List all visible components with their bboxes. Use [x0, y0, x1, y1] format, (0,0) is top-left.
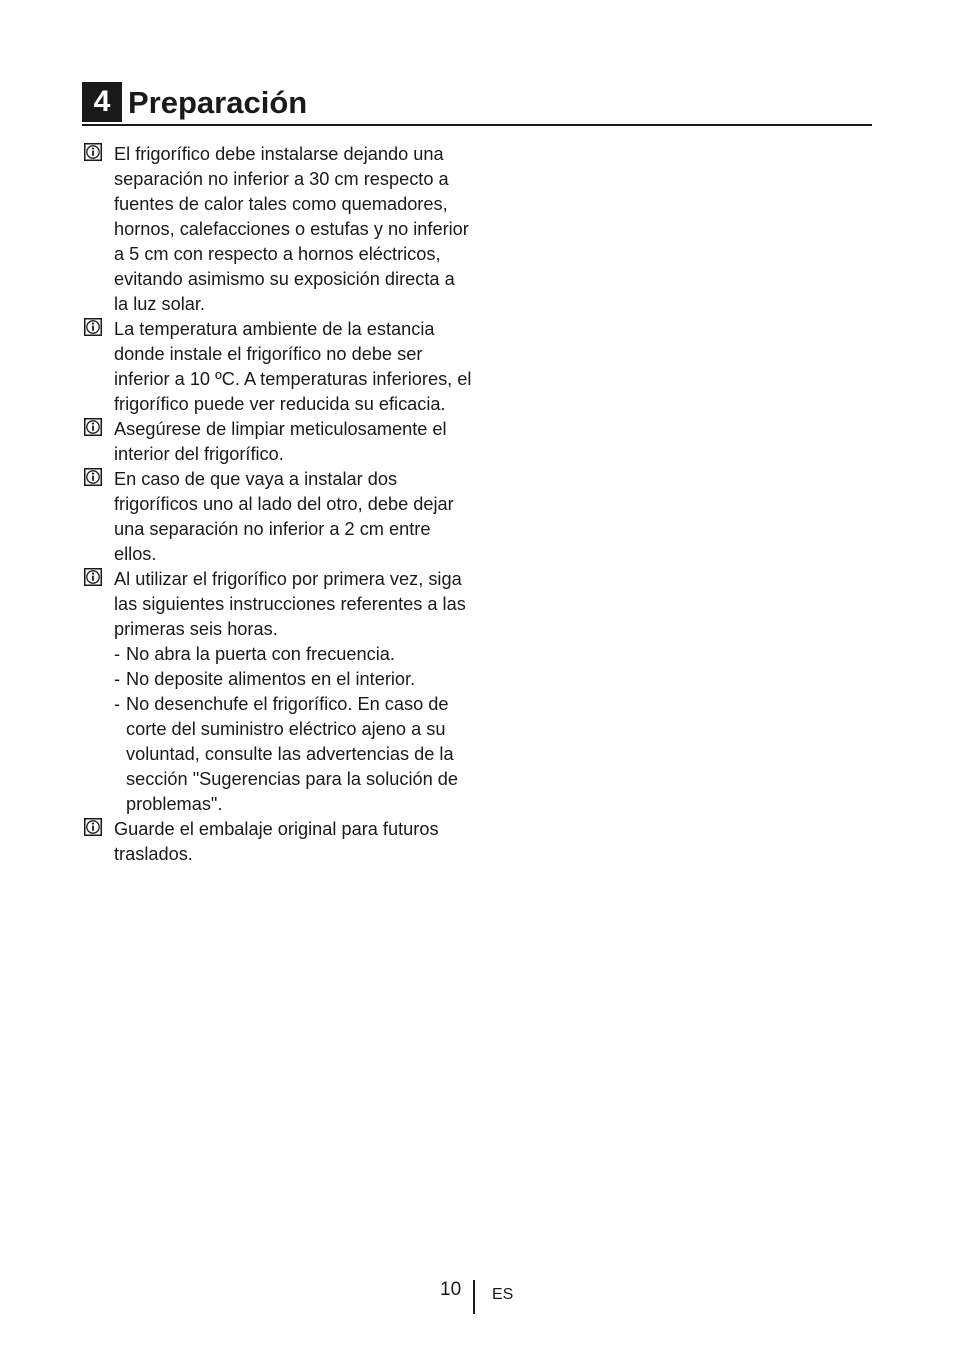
section-header	[82, 82, 872, 126]
sub-list	[114, 642, 472, 817]
page-number: 10	[440, 1279, 462, 1300]
list-item	[82, 417, 472, 467]
sub-list-item-text: No deposite alimentos en el interior.	[126, 669, 416, 689]
info-icon	[84, 818, 102, 836]
info-icon	[84, 418, 102, 436]
list-item	[82, 142, 472, 317]
dash-marker: -	[114, 669, 121, 689]
sub-list-item	[114, 692, 472, 817]
list-item	[82, 567, 472, 817]
dash-marker: -	[114, 694, 121, 714]
language-code: ES	[492, 1286, 514, 1303]
section-title: Preparación	[128, 85, 308, 120]
instructions-list	[82, 142, 472, 867]
list-item-text: La temperatura ambiente de la estancia donde instale el frigorífico no debe ser inferior a 10 ºC. A temperaturas inferiores, el frigorífico puede ver reducida su eficacia.	[114, 319, 472, 414]
section-number: 4	[82, 82, 122, 122]
info-icon	[84, 568, 102, 586]
list-item-text: El frigorífico debe instalarse dejando una separación no inferior a 30 cm respecto a fuentes de calor tales como quemadores, hornos, calefacciones o estufas y no inferior a 5 cm con respecto a hornos eléctricos, evitando asimismo su exposición directa a la luz solar.	[114, 144, 469, 314]
list-item	[82, 467, 472, 567]
sub-list-item-text: No abra la puerta con frecuencia.	[126, 644, 395, 664]
list-item-text: Guarde el embalaje original para futuros traslados.	[114, 819, 439, 864]
info-icon	[84, 143, 102, 161]
footer-divider	[473, 1280, 475, 1314]
sub-list-item	[114, 642, 472, 667]
sub-list-item-text: No desenchufe el frigorífico. En caso de corte del suministro eléctrico ajeno a su voluntad, consulte las advertencias de la sección "Sugerencias para la solución de problemas".	[126, 694, 459, 814]
list-item	[82, 817, 472, 867]
sub-list-item	[114, 667, 472, 692]
info-icon	[84, 318, 102, 336]
list-item-text: Al utilizar el frigorífico por primera vez, siga las siguientes instrucciones referentes a las primeras seis horas.	[114, 569, 466, 639]
list-item	[82, 317, 472, 417]
dash-marker: -	[114, 644, 121, 664]
info-icon	[84, 468, 102, 486]
list-item-text: Asegúrese de limpiar meticulosamente el interior del frigorífico.	[114, 419, 447, 464]
list-item-text: En caso de que vaya a instalar dos frigoríficos uno al lado del otro, debe dejar una separación no inferior a 2 cm entre ellos.	[114, 469, 454, 564]
